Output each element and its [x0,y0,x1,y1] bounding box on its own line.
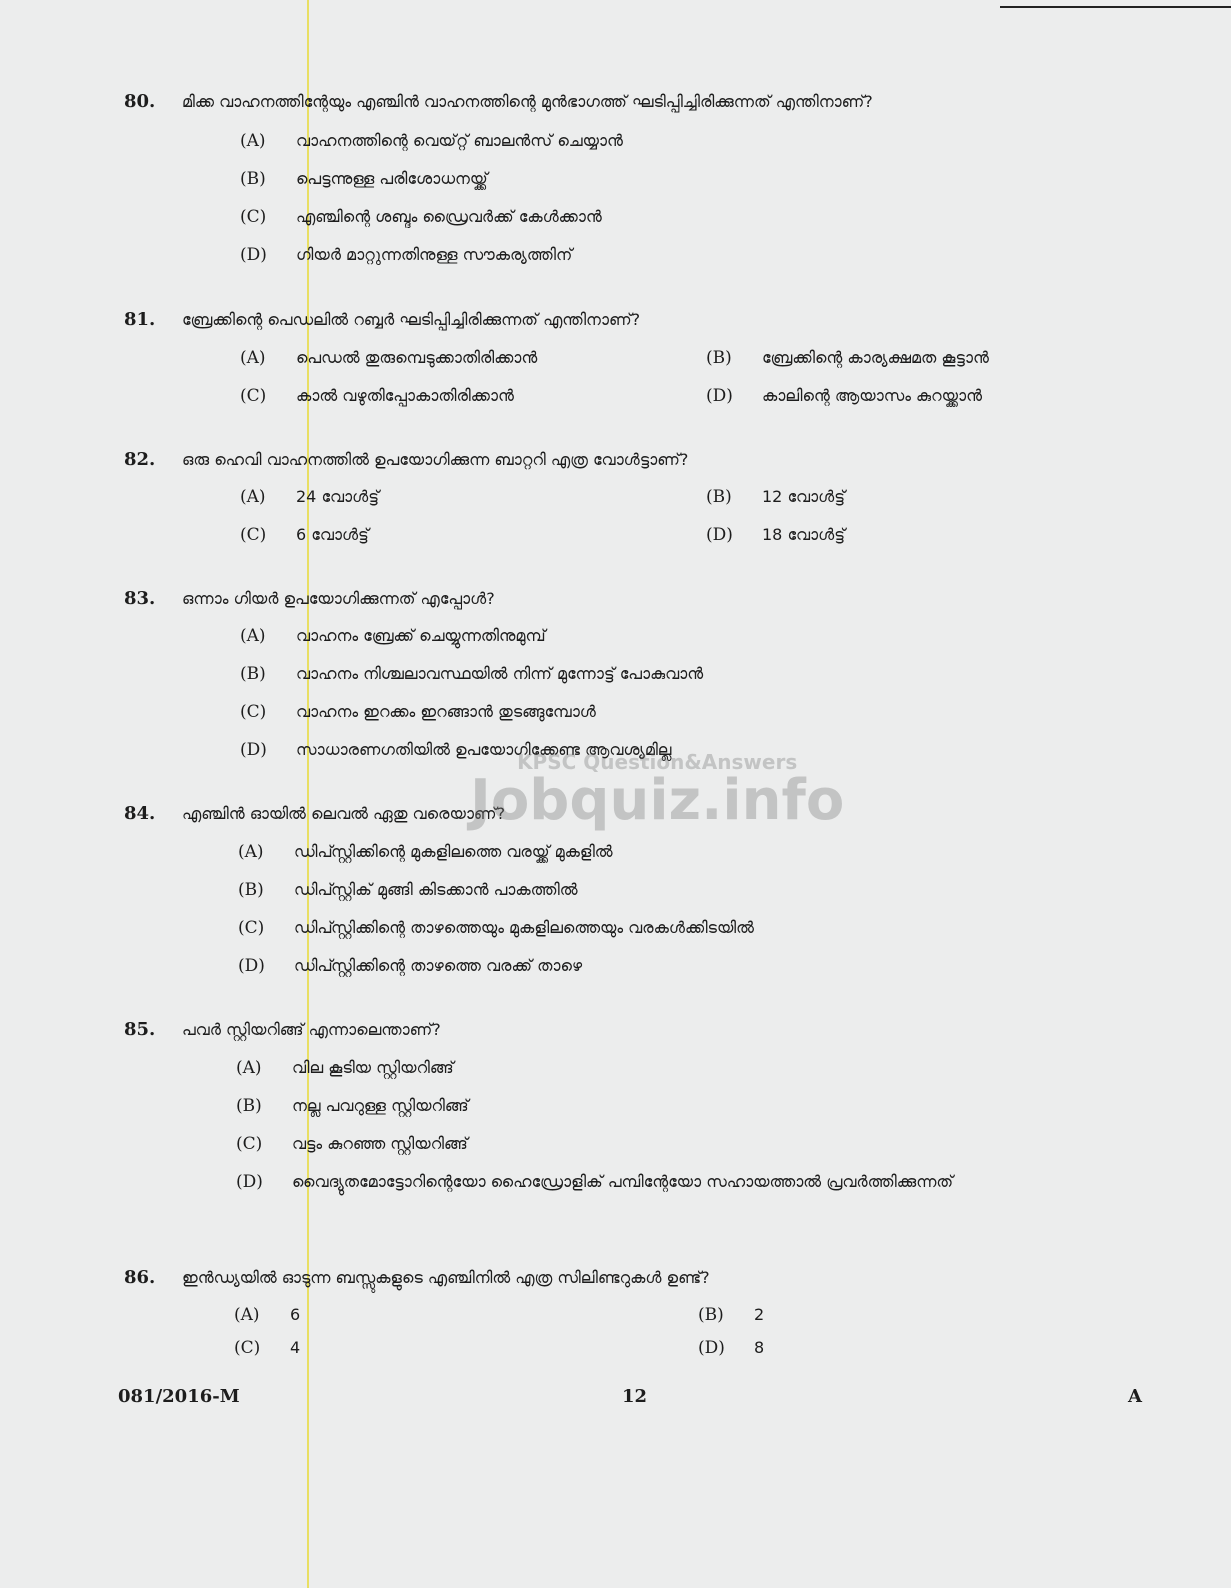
option-86-d: (D) 8 [698,1338,765,1358]
series-letter: A [1128,1386,1142,1407]
option-80-c: (C) എഞ്ചിന്റെ ശബ്ദം ഡ്രൈവർക്ക് കേൾക്കാൻ [240,207,602,227]
page-number: 12 [622,1386,648,1407]
option-83-a: (A) വാഹനം ബ്രേക്ക് ചെയ്യുന്നതിനുമുമ്പ് [240,626,546,646]
question-text: മിക്ക വാഹനത്തിന്റേയും എഞ്ചിൻ വാഹനത്തിന്റെ മുൻഭാഗത്ത് ഘടിപ്പിച്ചിരിക്കുന്നത് എന്തിനാണ്? [182,92,873,111]
option-80-b: (B) പെട്ടന്നുള്ള പരിശോധനയ്ക്ക് [240,169,488,189]
question-text: ഒരു ഹെവി വാഹനത്തിൽ ഉപയോഗിക്കുന്ന ബാറ്ററി എത്ര വോൾട്ടാണ്? [182,450,689,469]
option-86-b: (B) 2 [698,1305,765,1325]
option-83-d: (D) സാധാരണഗതിയിൽ ഉപയോഗിക്കേണ്ട ആവശ്യമില്ല [240,740,672,760]
option-84-c: (C) ഡിപ്സ്റ്റിക്കിന്റെ താഴത്തെയും മുകളിലത്തെയും വരകൾക്കിടയിൽ [238,918,754,938]
question-text: പവർ സ്റ്റിയറിങ്ങ് എന്നാലെന്താണ്? [182,1020,441,1039]
option-84-b: (B) ഡിപ്സ്റ്റിക് മുങ്ങി കിടക്കാൻ പാകത്തിൽ [238,880,578,900]
option-85-c: (C) വട്ടം കുറഞ്ഞ സ്റ്റിയറിങ്ങ് [236,1134,468,1154]
option-80-d: (D) ഗിയർ മാറ്റുന്നതിനുള്ള സൗകര്യത്തിന് [240,245,573,265]
margin-line [307,0,309,1588]
question-number: 84. [124,803,156,824]
option-81-a: (A) പെഡൽ തുരുമ്പെടുക്കാതിരിക്കാൻ [240,348,538,368]
watermark [470,750,844,833]
question-number: 86. [124,1267,156,1288]
option-80-a: (A) വാഹനത്തിന്റെ വെയ്റ്റ് ബാലൻസ് ചെയ്യാൻ [240,131,623,151]
option-85-a: (A) വില കൂടിയ സ്റ്റിയറിങ്ങ് [236,1058,454,1078]
question-number: 80. [124,91,156,112]
option-85-d: (D) വൈദ്യുതമോട്ടോറിന്റെയോ ഹൈഡ്രോളിക് പമ്പിന്റേയോ സഹായത്താൽ പ്രവർത്തിക്കുന്നത് [236,1172,954,1192]
option-84-d: (D) ഡിപ്സ്റ്റിക്കിന്റെ താഴത്തെ വരക്ക് താഴെ [238,956,583,976]
option-82-a: (A) 24 വോൾട്ട് [240,487,380,507]
option-84-a: (A) ഡിപ്സ്റ്റിക്കിന്റെ മുകളിലത്തെ വരയ്ക്ക് മുകളിൽ [238,842,613,862]
question-number: 82. [124,449,156,470]
question-text: ബ്രേക്കിന്റെ പെഡലിൽ റബ്ബർ ഘടിപ്പിച്ചിരിക്കുന്നത് എന്തിനാണ്? [182,310,641,329]
option-86-a: (A) 6 [234,1305,301,1325]
option-86-c: (C) 4 [234,1338,301,1358]
option-81-c: (C) കാൽ വഴുതിപ്പോകാതിരിക്കാൻ [240,386,514,406]
option-83-b: (B) വാഹനം നിശ്ചലാവസ്ഥയിൽ നിന്ന് മുന്നോട്ട് പോകുവാൻ [240,664,704,684]
watermark-line1: KPSC Question&Answers [517,750,798,774]
watermark-line2: Jobquiz.info [470,768,845,833]
question-number: 85. [124,1019,156,1040]
option-82-b: (B) 12 വോൾട്ട് [706,487,846,507]
option-85-b: (B) നല്ല പവറുള്ള സ്റ്റിയറിങ്ങ് [236,1096,469,1116]
question-number: 81. [124,309,156,330]
option-83-c: (C) വാഹനം ഇറക്കം ഇറങ്ങാൻ തുടങ്ങുമ്പോൾ [240,702,596,722]
question-text: ഒന്നാം ഗിയർ ഉപയോഗിക്കുന്നത് എപ്പോൾ? [182,589,495,608]
paper-code: 081/2016-M [118,1386,240,1407]
option-82-d: (D) 18 വോൾട്ട് [706,525,846,545]
top-rule [1000,6,1231,8]
option-81-b: (B) ബ്രേക്കിന്റെ കാര്യക്ഷമത കൂട്ടാൻ [706,348,989,368]
question-number: 83. [124,588,156,609]
question-text: എഞ്ചിൻ ഓയിൽ ലെവൽ ഏതു വരെയാണ്? [182,804,506,823]
option-82-c: (C) 6 വോൾട്ട് [240,525,369,545]
option-81-d: (D) കാലിന്റെ ആയാസം കുറയ്ക്കാൻ [706,386,982,406]
question-text: ഇൻഡ്യയിൽ ഓടുന്ന ബസ്സുകളുടെ എഞ്ചിനിൽ എത്ര സിലിണ്ടറുകൾ ഉണ്ട്? [182,1268,710,1287]
